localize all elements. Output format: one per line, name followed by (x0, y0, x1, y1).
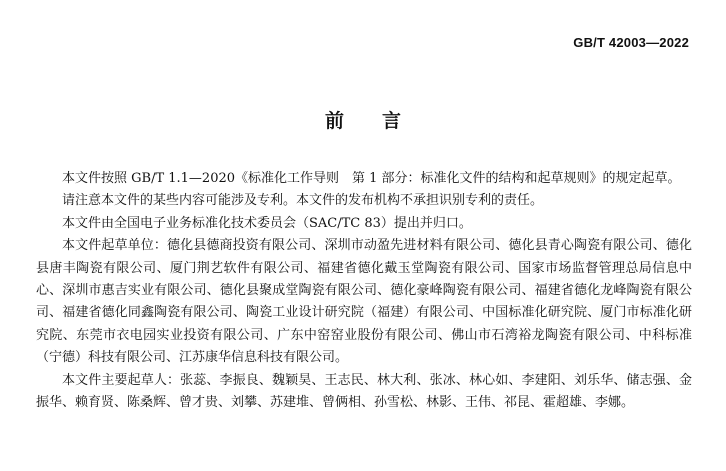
paragraph-patent-notice: 请注意本文件的某些内容可能涉及专利。本文件的发布机构不承担识别专利的责任。 (62, 193, 544, 209)
standard-code: GB/T 42003—2022 (573, 35, 689, 50)
page-title: 前言 (324, 110, 439, 132)
document-body (36, 168, 692, 414)
paragraph-drafting-organizations: 本文件起草单位：德化县德商投资有限公司、深圳市动盈先进材料有限公司、德化县青心陶瓷有限公司、德化县唐丰陶瓷有限公司、厦门荆艺软件有限公司、福建省德化戴玉堂陶瓷有限公司、国家市场监督管理总局信息中心、深圳市惠吉实业有限公司、德化县聚成堂陶瓷有限公司、德化豪峰陶瓷有限公司、福建省德化龙峰陶瓷有限公司、福建省德化同鑫陶瓷有限公司、陶瓷工业设计研究院（福建）有限公司、中国标准化研究院、厦门市标准化研究院、东莞市衣电园实业投资有限公司、广东中窑窑业股份有限公司、佛山市石湾裕龙陶瓷有限公司、中科标准（宁德）科技有限公司、江苏康华信息科技有限公司。 (36, 238, 692, 366)
paragraph-proposing-committee: 本文件由全国电子业务标准化技术委员会（SAC/TC 83）提出并归口。 (62, 215, 472, 231)
paragraph-main-drafters: 本文件主要起草人：张蕊、李振良、魏颖昊、王志民、林大利、张冰、林心如、李建阳、刘乐华、储志强、金振华、赖育贤、陈桑辉、曾才贵、刘攀、苏建堆、曾俩相、孙雪松、林影、王伟、祁昆、霍超雄、李娜。 (36, 372, 692, 411)
paragraph-drafting-rules: 本文件按照 GB/T 1.1—2020《标准化工作导则 第 1 部分：标准化文件的结构和起草规则》的规定起草。 (62, 171, 681, 186)
